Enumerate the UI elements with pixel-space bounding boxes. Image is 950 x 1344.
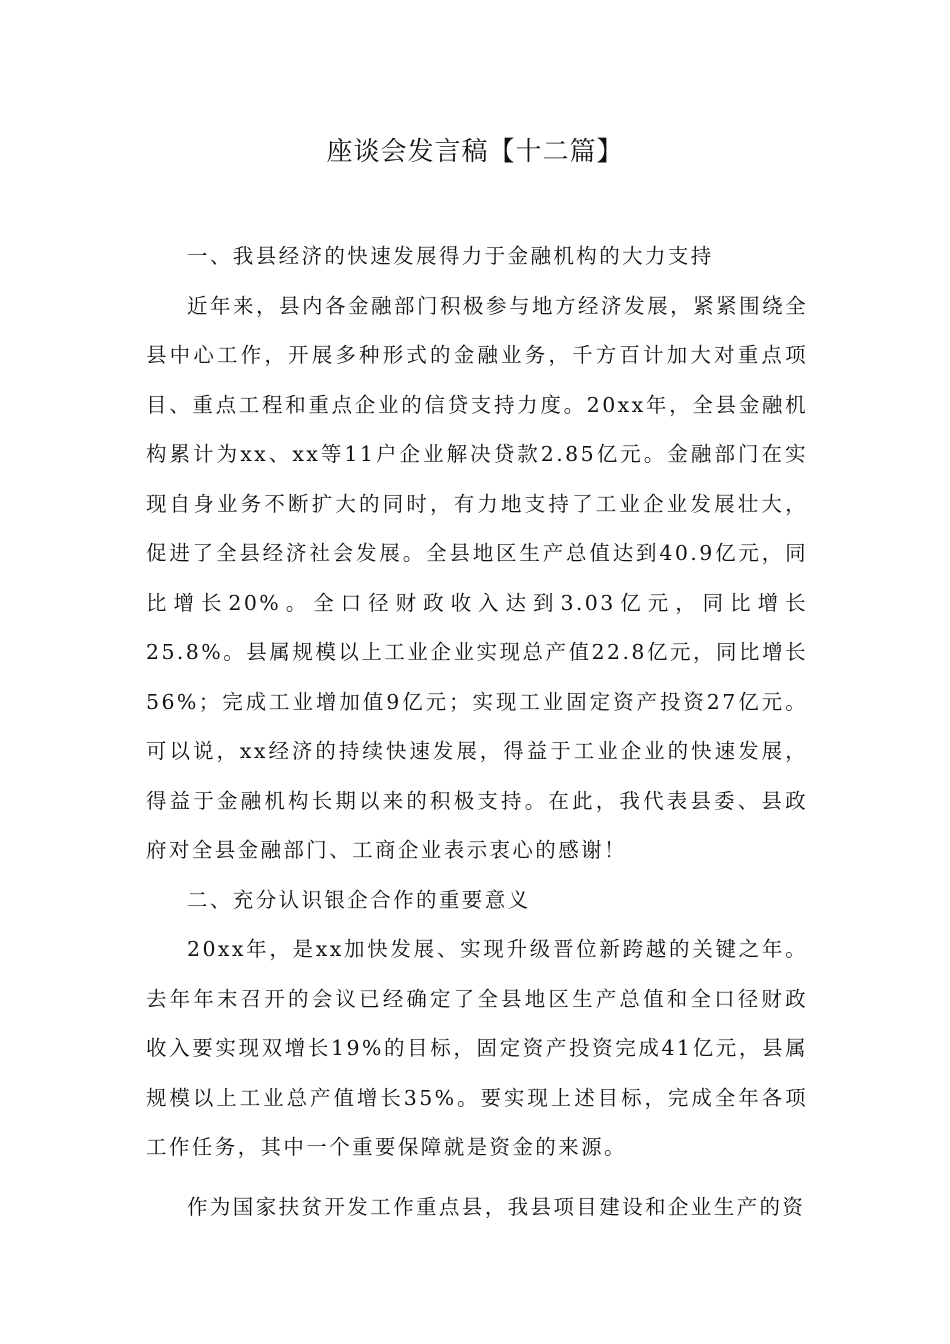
body-paragraph-3: 作为国家扶贫开发工作重点县，我县项目建设和企业生产的资 <box>187 1194 806 1219</box>
document-body <box>146 232 808 1232</box>
document-title: 座谈会发言稿【十二篇】 <box>326 137 624 167</box>
section-heading-2: 二、充分认识银企合作的重要意义 <box>187 887 531 912</box>
body-paragraph-1: 近年来，县内各金融部门积极参与地方经济发展，紧紧围绕全县中心工作，开展多种形式的金融业务，千方百计加大对重点项目、重点工程和重点企业的信贷支持力度。20xx年，全县金融机构累计为xx、xx等11户企业解决贷款2.85亿元。金融部门在实现自身业务不断扩大的同时，有力地支持了工业企业发展壮大，促进了全县经济社会发展。全县地区生产总值达到40.9亿元，同比增长20%。全口径财政收入达到3.03亿元，同比增长25.8%。县属规模以上工业企业实现总产值22.8亿元，同比增长56%；完成工业增加值9亿元；实现工业固定资产投资27亿元。可以说，xx经济的持续快速发展，得益于工业企业的快速发展，得益于金融机构长期以来的积极支持。在此，我代表县委、县政府对全县金融部门、工商企业表示衷心的感谢！ <box>146 293 808 862</box>
body-paragraph-2: 20xx年，是xx加快发展、实现升级晋位新跨越的关键之年。去年年末召开的会议已经确定了全县地区生产总值和全口径财政收入要实现双增长19%的目标，固定资产投资完成41亿元，县属规模以上工业总产值增长35%。要实现上述目标，完成全年各项工作任务，其中一个重要保障就是资金的来源。 <box>146 937 808 1159</box>
section-heading-1: 一、我县经济的快速发展得力于金融机构的大力支持 <box>187 244 714 268</box>
